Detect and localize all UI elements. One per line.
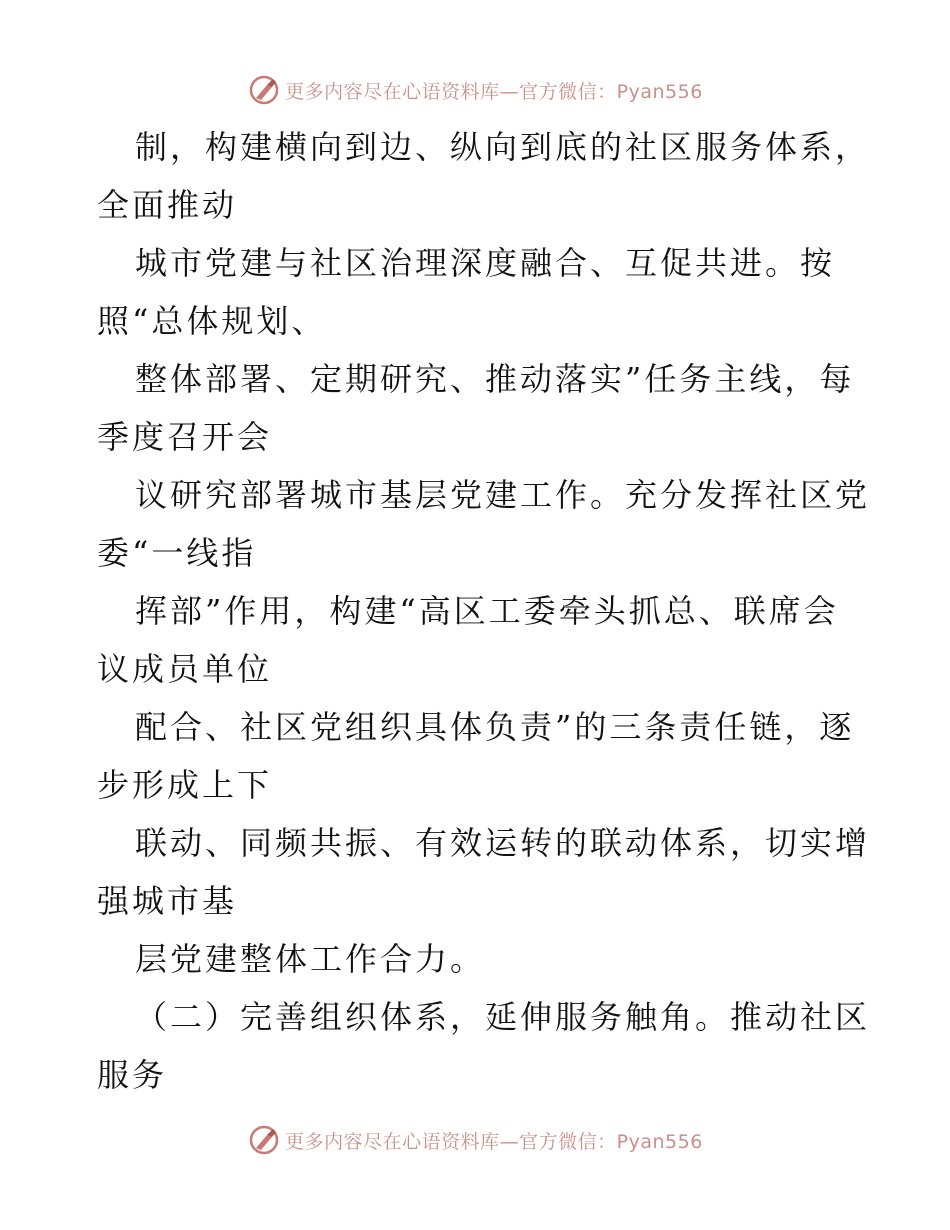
text-line: 服务 [97, 1056, 168, 1094]
pen-nib-circle-icon [247, 73, 281, 107]
text-line: （二）完善组织体系，延伸服务触角。推动社区 [135, 998, 871, 1036]
text-line: 议研究部署城市基层党建工作。充分发挥社区党 [135, 476, 871, 514]
watermark-text: 更多内容尽在心语资料库—官方微信：Pyan556 [285, 1130, 703, 1153]
text-line: 步形成上下 [97, 766, 273, 804]
text-line: 委“一线指 [97, 534, 257, 572]
text-line: 配合、社区党组织具体负责”的三条责任链，逐 [135, 708, 855, 746]
text-line: 城市党建与社区治理深度融合、互促共进。按 [135, 244, 836, 282]
document-body [97, 118, 871, 1104]
text-line: 议成员单位 [97, 650, 273, 688]
text-line: 照“总体规划、 [97, 302, 327, 340]
text-line: 整体部署、定期研究、推动落实”任务主线，每 [135, 360, 855, 398]
header-watermark [0, 70, 950, 110]
footer-watermark [0, 1120, 950, 1160]
text-line: 季度召开会 [97, 418, 273, 456]
text-line: 挥部”作用，构建“高区工委牵头抓总、联席会 [135, 592, 839, 630]
text-line: 全面推动 [97, 186, 238, 224]
text-line: 制，构建横向到边、纵向到底的社区服务体系， [135, 128, 871, 166]
pen-nib-circle-icon [247, 1123, 281, 1157]
text-line: 联动、同频共振、有效运转的联动体系，切实增 [135, 824, 871, 862]
watermark-text: 更多内容尽在心语资料库—官方微信：Pyan556 [285, 80, 703, 103]
text-line: 强城市基 [97, 882, 238, 920]
text-line: 层党建整体工作合力。 [135, 940, 486, 978]
